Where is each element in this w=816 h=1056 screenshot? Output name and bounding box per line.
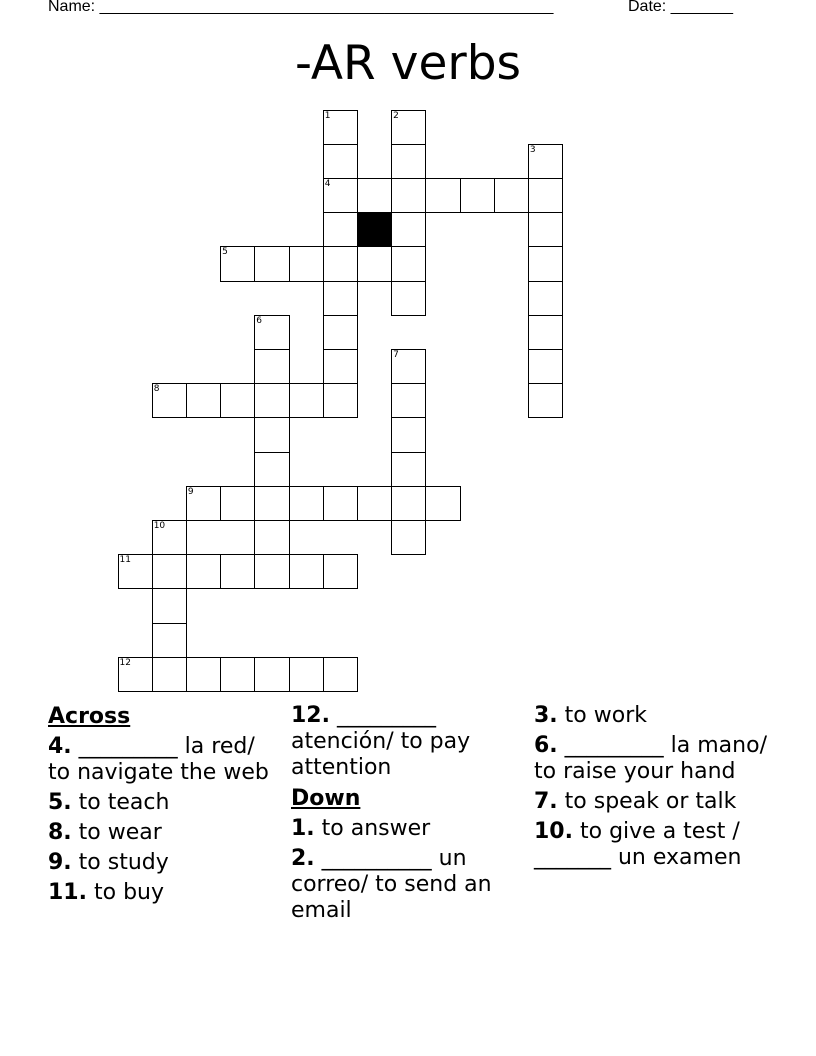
grid-cell[interactable] (528, 246, 563, 281)
cell-number: 8 (153, 384, 160, 395)
clue-text: to speak or talk (564, 789, 737, 814)
clue-number: 12. (291, 703, 330, 728)
clue-across-9 (48, 850, 283, 876)
grid-cell[interactable] (357, 178, 392, 213)
grid-cell[interactable] (357, 486, 392, 521)
cell-number: 9 (187, 486, 194, 497)
grid-cell[interactable] (425, 178, 460, 213)
cell-number: 11 (119, 555, 131, 566)
page-title: -AR verbs (294, 36, 522, 91)
clue-text: to teach (78, 790, 170, 815)
clue-number: 4. (48, 734, 72, 759)
grid-cell[interactable] (323, 246, 358, 281)
clue-text: _________ la red/ to navigate the web (48, 734, 269, 785)
grid-cell[interactable] (254, 315, 289, 350)
clue-across-5 (48, 790, 283, 816)
grid-cell[interactable] (186, 486, 221, 521)
clue-number: 1. (291, 816, 315, 841)
clue-text: to answer (321, 816, 431, 841)
cell-number: 5 (222, 247, 228, 258)
grid-cell[interactable] (220, 554, 255, 589)
grid-cell[interactable] (528, 144, 563, 179)
grid-cell[interactable] (391, 178, 426, 213)
grid-cell[interactable] (460, 178, 495, 213)
cell-number: 12 (119, 657, 131, 668)
grid-cell[interactable] (186, 657, 221, 692)
name-line: Name: ___________________________________________________ (48, 0, 554, 15)
grid-cell[interactable] (323, 383, 358, 418)
grid-cell[interactable] (391, 417, 426, 452)
grid-cell[interactable] (289, 246, 324, 281)
grid-cell[interactable] (186, 383, 221, 418)
grid-cell[interactable] (220, 246, 255, 281)
clue-text: to wear (78, 820, 162, 845)
clue-text: _________ atención/ to pay attention (291, 703, 471, 780)
clue-text: __________ un correo/ to send an email (291, 846, 492, 923)
grid-cell[interactable] (323, 144, 358, 179)
grid-cell[interactable] (152, 520, 187, 555)
clue-down-10 (534, 819, 774, 871)
clue-column-3 (534, 703, 774, 875)
clue-across-12 (291, 703, 531, 781)
clue-number: 8. (48, 820, 72, 845)
grid-cell[interactable] (220, 383, 255, 418)
grid-cell[interactable] (254, 452, 289, 487)
grid-cell[interactable] (254, 657, 289, 692)
grid-cell[interactable] (289, 486, 324, 521)
grid-cell[interactable] (528, 315, 563, 350)
grid-cell[interactable] (254, 520, 289, 555)
grid-cell[interactable] (152, 383, 187, 418)
grid-cell[interactable] (391, 383, 426, 418)
clue-text: to study (78, 850, 169, 875)
grid-cell[interactable] (494, 178, 529, 213)
grid-cell[interactable] (323, 110, 358, 145)
grid-cell[interactable] (118, 657, 153, 692)
clue-column-1 (48, 703, 283, 910)
grid-cell[interactable] (118, 554, 153, 589)
clue-across-11 (48, 880, 283, 906)
clue-number: 6. (534, 733, 558, 758)
grid-cell[interactable] (152, 588, 187, 623)
grid-cell[interactable] (528, 349, 563, 384)
grid-cell[interactable] (391, 110, 426, 145)
grid-cell[interactable] (391, 349, 426, 384)
clue-down-6 (534, 733, 774, 785)
grid-cell[interactable] (289, 554, 324, 589)
clue-down-7 (534, 789, 774, 815)
clue-text: _________ la mano/ to raise your hand (534, 733, 767, 784)
grid-cell[interactable] (323, 315, 358, 350)
grid-cell[interactable] (152, 657, 187, 692)
grid-cell[interactable] (186, 554, 221, 589)
grid-cell[interactable] (220, 486, 255, 521)
clue-across-4 (48, 734, 283, 786)
grid-cell[interactable] (425, 486, 460, 521)
grid-cell[interactable] (254, 417, 289, 452)
cell-number: 7 (393, 349, 399, 360)
grid-cell[interactable] (528, 281, 563, 316)
down-heading: Down (291, 786, 361, 811)
grid-cell[interactable] (323, 212, 358, 247)
cell-number: 2 (393, 110, 399, 121)
grid-cell[interactable] (391, 246, 426, 281)
grid-cell[interactable] (391, 212, 426, 247)
grid-cell[interactable] (323, 349, 358, 384)
grid-cell[interactable] (323, 657, 358, 692)
clue-number: 11. (48, 880, 87, 905)
grid-cell[interactable] (254, 554, 289, 589)
clue-column-2 (291, 703, 531, 928)
black-cell (357, 212, 392, 247)
grid-cell[interactable] (152, 623, 187, 658)
grid-cell[interactable] (528, 178, 563, 213)
cell-number: 10 (153, 520, 166, 531)
grid-cell[interactable] (391, 144, 426, 179)
grid-cell[interactable] (323, 178, 358, 213)
grid-cell[interactable] (528, 212, 563, 247)
grid-cell[interactable] (391, 486, 426, 521)
grid-cell[interactable] (323, 281, 358, 316)
cell-number: 6 (256, 315, 263, 326)
clue-number: 10. (534, 819, 573, 844)
clue-text: to give a test / _______ un examen (534, 819, 742, 870)
cell-number: 4 (324, 178, 331, 189)
clue-number: 2. (291, 846, 315, 871)
grid-cell[interactable] (528, 383, 563, 418)
clue-across-8 (48, 820, 283, 846)
grid-cell[interactable] (254, 349, 289, 384)
clue-down-1 (291, 816, 531, 842)
grid-cell[interactable] (220, 657, 255, 692)
grid-cell[interactable] (254, 383, 289, 418)
grid-cell[interactable] (152, 554, 187, 589)
grid-cell[interactable] (391, 452, 426, 487)
grid-cell[interactable] (357, 246, 392, 281)
grid-cell[interactable] (289, 383, 324, 418)
clue-text: to buy (93, 880, 164, 905)
grid-cell[interactable] (391, 281, 426, 316)
clue-text: to work (564, 703, 647, 728)
grid-cell[interactable] (323, 554, 358, 589)
clue-number: 9. (48, 850, 72, 875)
clue-number: 7. (534, 789, 558, 814)
date-line: Date: _______ (628, 0, 733, 15)
grid-cell[interactable] (289, 657, 324, 692)
grid-cell[interactable] (254, 486, 289, 521)
grid-cell[interactable] (391, 520, 426, 555)
cell-number: 1 (324, 110, 331, 121)
grid-cell[interactable] (323, 486, 358, 521)
grid-cell[interactable] (254, 246, 289, 281)
clue-down-2 (291, 846, 531, 924)
clue-down-3 (534, 703, 774, 729)
cell-number: 3 (529, 144, 536, 155)
clue-number: 3. (534, 703, 558, 728)
clue-number: 5. (48, 790, 72, 815)
across-heading: Across (48, 704, 131, 729)
